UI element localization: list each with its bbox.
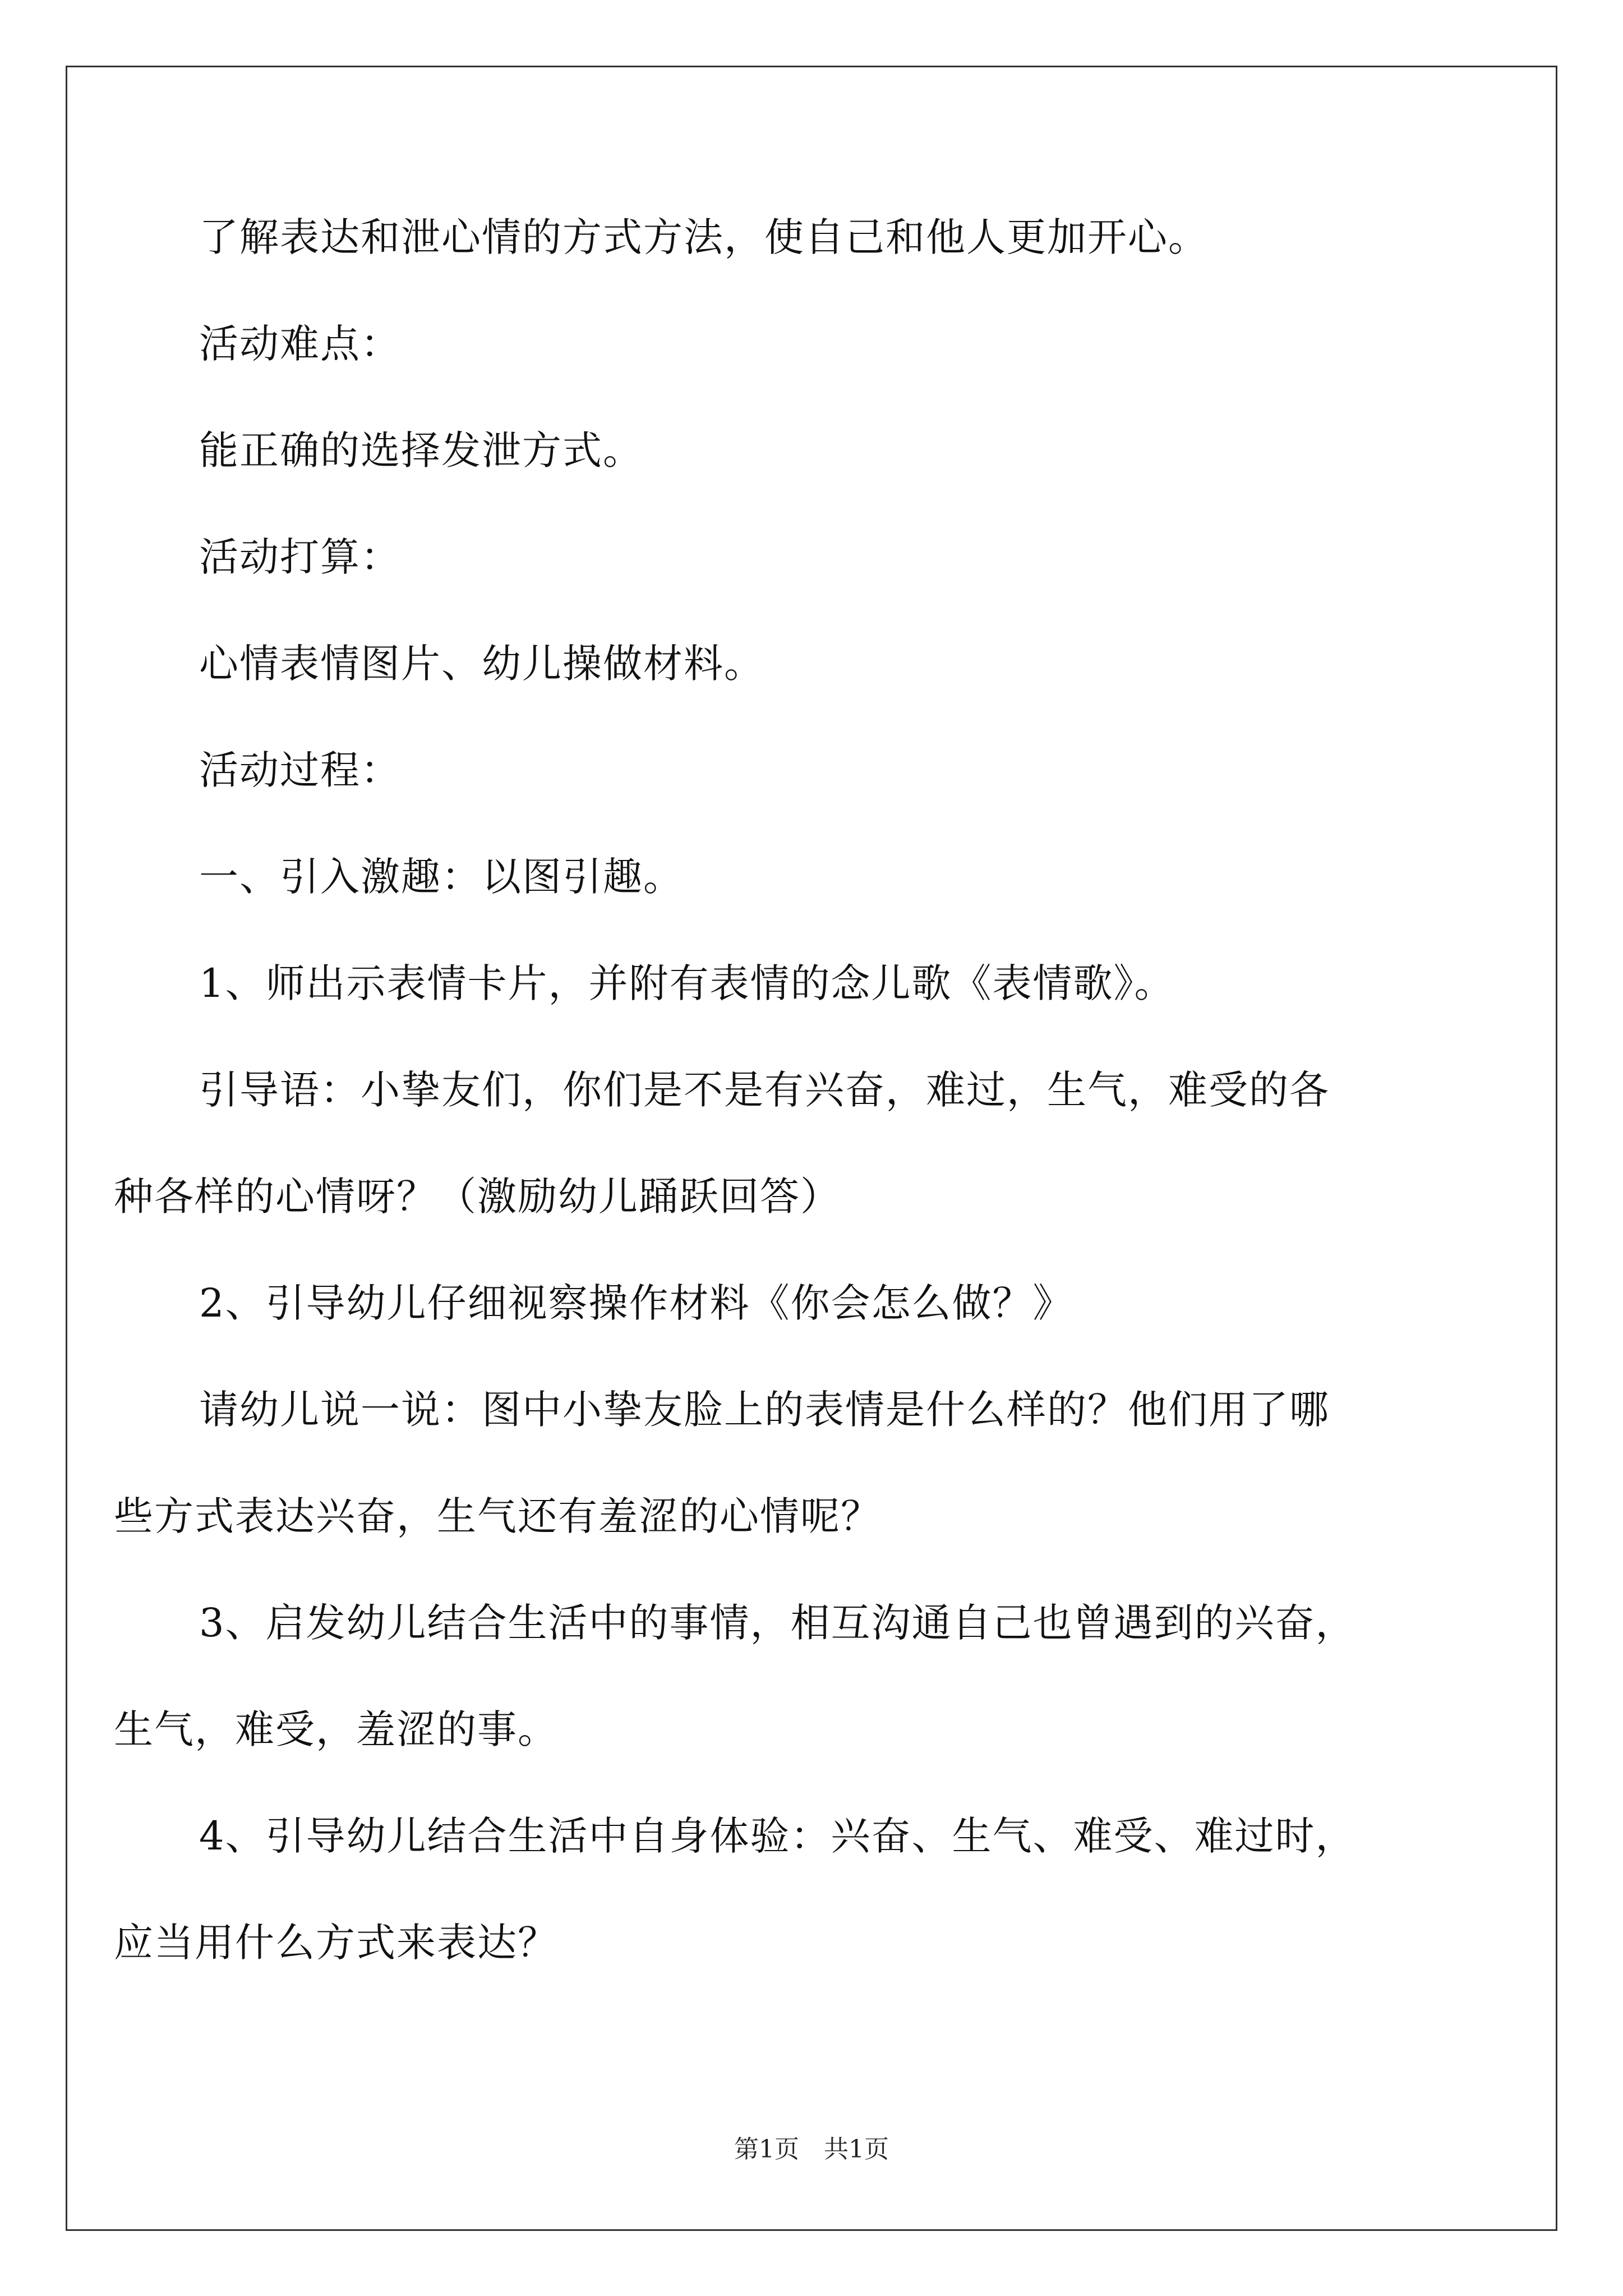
paragraph-line: 2、引导幼儿仔细视察操作材料《你会怎么做？》 <box>199 1280 1073 1326</box>
paragraph-line: 心情表情图片、幼儿操做材料。 <box>199 641 764 687</box>
paragraph-line: 3、启发幼儿结合生活中的事情，相互沟通自己也曾遇到的兴奋， <box>199 1600 1356 1646</box>
paragraph-line: 种各样的心情呀？（激励幼儿踊跃回答） <box>114 1174 841 1220</box>
paragraph-line: 一、引入激趣：以图引趣。 <box>199 854 684 900</box>
paragraph-line: 引导语：小挚友们，你们是不是有兴奋，难过，生气，难受的各 <box>199 1067 1330 1113</box>
paragraph-line: 请幼儿说一说：图中小挚友脸上的表情是什么样的？他们用了哪 <box>199 1387 1330 1433</box>
page-frame <box>66 66 1557 2231</box>
paragraph-line: 1、师出示表情卡片，并附有表情的念儿歌《表情歌》。 <box>199 960 1175 1006</box>
section-heading: 活动过程： <box>199 747 401 793</box>
paragraph-line: 了解表达和泄心情的方式方法，使自己和他人更加开心。 <box>199 214 1209 260</box>
paragraph-line: 生气，难受，羞涩的事。 <box>114 1706 558 1752</box>
section-heading: 活动打算： <box>199 534 401 580</box>
page-footer: 第1页 共1页 <box>734 2135 889 2164</box>
paragraph-line: 4、引导幼儿结合生活中自身体验：兴奋、生气、难受、难过时， <box>199 1813 1356 1859</box>
section-heading: 活动难点： <box>199 321 401 367</box>
paragraph-line: 能正确的选择发泄方式。 <box>199 427 643 473</box>
paragraph-line: 应当用什么方式来表达？ <box>114 1920 558 1966</box>
paragraph-line: 些方式表达兴奋，生气还有羞涩的心情呢？ <box>114 1493 881 1539</box>
